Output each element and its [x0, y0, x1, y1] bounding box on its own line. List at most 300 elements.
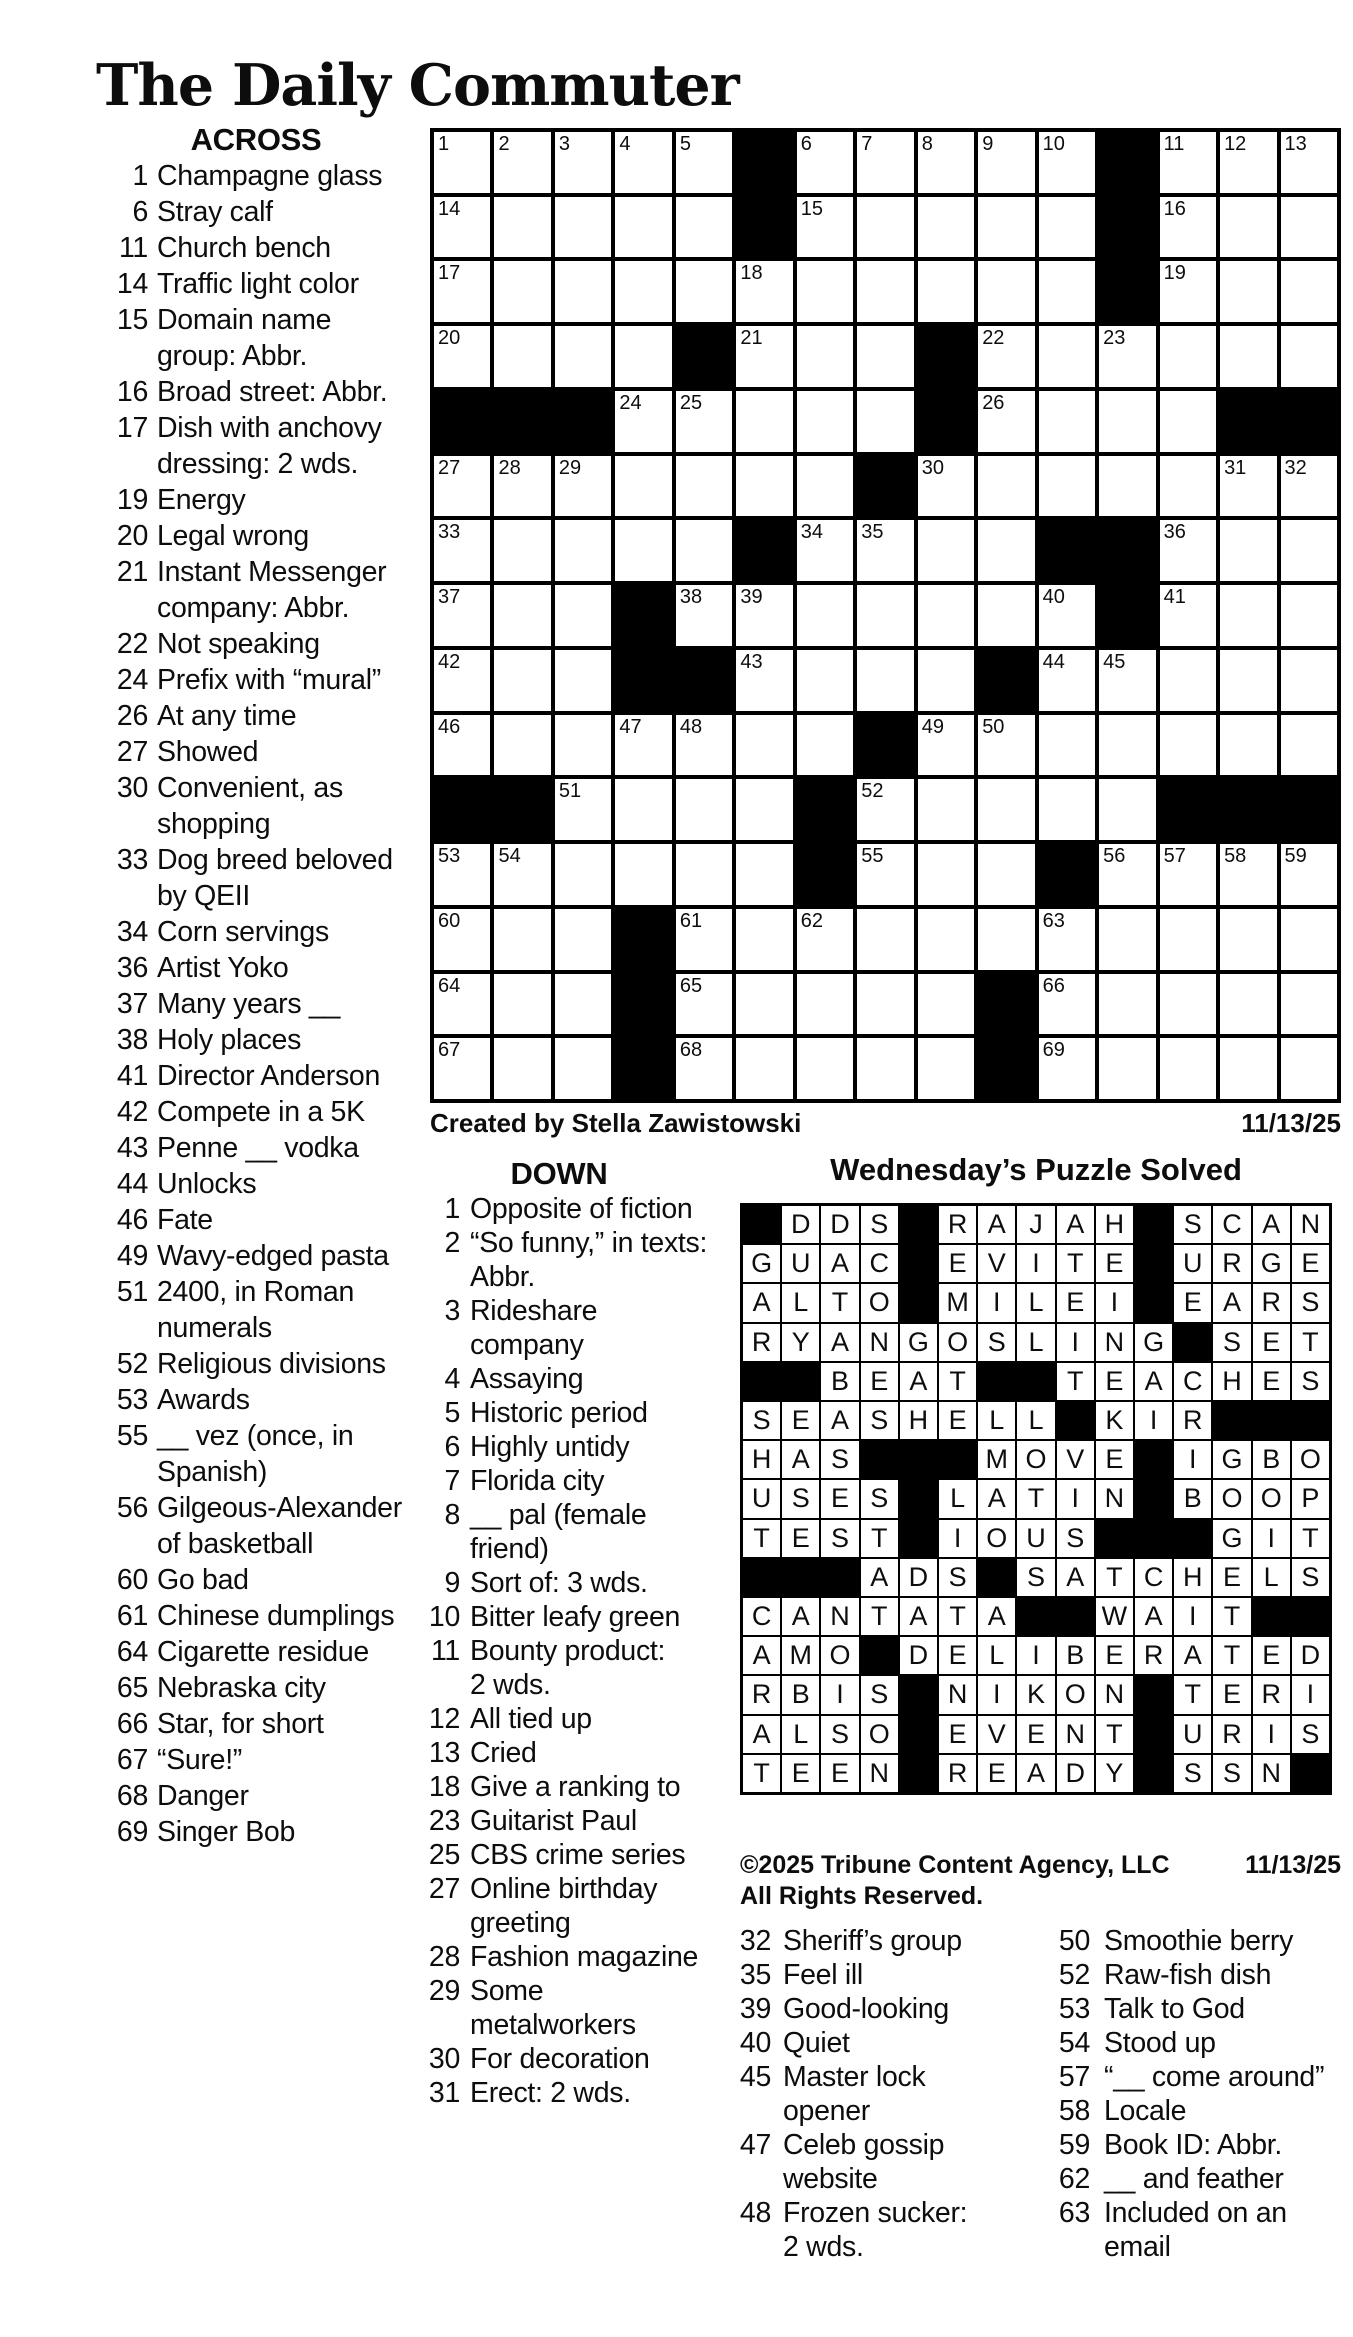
grid-cell-r10-c10[interactable] [978, 715, 1034, 776]
grid-cell-r11-c10[interactable] [978, 779, 1034, 840]
grid-cell-r1-c5[interactable] [676, 132, 732, 193]
solved-cell-r11-c5: A [900, 1598, 937, 1635]
grid-cell-r15-c9[interactable] [918, 1038, 974, 1099]
solved-cell-r1-c2: D [782, 1206, 819, 1243]
grid-cell-r9-c8[interactable] [857, 650, 913, 711]
grid-cell-r6-c10[interactable] [978, 456, 1034, 517]
grid-cell-r10-c11[interactable] [1039, 715, 1095, 776]
solved-cell-r15-c3: E [821, 1755, 858, 1792]
grid-black-cell [918, 391, 974, 452]
grid-cell-r7-c9[interactable] [918, 520, 974, 581]
grid-cell-r12-c6[interactable] [736, 844, 792, 905]
grid-cell-r2-c4[interactable] [615, 197, 671, 258]
clue-down-23 [408, 1804, 710, 1838]
grid-cell-r6-c4[interactable] [615, 456, 671, 517]
grid-cell-r13-c7[interactable] [797, 909, 853, 970]
grid-cell-r1-c7[interactable] [797, 132, 853, 193]
solved-black-cell [1135, 1716, 1172, 1753]
solved-cell-r14-c3: S [821, 1716, 858, 1753]
clue-text: Guitarist Paul [470, 1805, 637, 1837]
grid-cell-r7-c15[interactable] [1281, 520, 1337, 581]
grid-cell-r4-c10[interactable] [978, 326, 1034, 387]
cell-number: 19 [1163, 262, 1186, 285]
grid-cell-r5-c13[interactable] [1160, 391, 1216, 452]
grid-cell-r12-c10[interactable] [978, 844, 1034, 905]
grid-cell-r15-c14[interactable] [1220, 1038, 1276, 1099]
puzzle-grid [430, 128, 1341, 1103]
grid-cell-r9-c11[interactable] [1039, 650, 1095, 711]
grid-cell-r10-c6[interactable] [736, 715, 792, 776]
grid-cell-r9-c6[interactable] [736, 650, 792, 711]
grid-cell-r9-c1[interactable] [434, 650, 490, 711]
solved-black-cell [900, 1676, 937, 1713]
grid-cell-r2-c8[interactable] [857, 197, 913, 258]
down-clue-list [408, 1192, 710, 2110]
solved-cell-r4-c11: G [1135, 1324, 1172, 1361]
grid-cell-r3-c7[interactable] [797, 261, 853, 322]
grid-cell-r2-c2[interactable] [494, 197, 550, 258]
grid-cell-r6-c12[interactable] [1099, 456, 1155, 517]
grid-cell-r5-c11[interactable] [1039, 391, 1095, 452]
grid-black-cell [615, 1038, 671, 1099]
grid-cell-r12-c1[interactable] [434, 844, 490, 905]
grid-cell-r14-c11[interactable] [1039, 974, 1095, 1035]
grid-cell-r15-c1[interactable] [434, 1038, 490, 1099]
grid-cell-r4-c7[interactable] [797, 326, 853, 387]
page-title: The Daily Commuter [96, 52, 739, 120]
grid-cell-r1-c11[interactable] [1039, 132, 1095, 193]
grid-cell-r1-c9[interactable] [918, 132, 974, 193]
grid-cell-r11-c3[interactable] [555, 779, 611, 840]
grid-black-cell [1281, 391, 1337, 452]
grid-cell-r7-c14[interactable] [1220, 520, 1276, 581]
grid-cell-r2-c3[interactable] [555, 197, 611, 258]
grid-cell-r13-c14[interactable] [1220, 909, 1276, 970]
grid-cell-r8-c15[interactable] [1281, 585, 1337, 646]
grid-cell-r15-c3[interactable] [555, 1038, 611, 1099]
clue-across-33 [95, 842, 417, 914]
solved-cell-r5-c14: E [1253, 1363, 1290, 1400]
grid-cell-r4-c13[interactable] [1160, 326, 1216, 387]
grid-cell-r2-c15[interactable] [1281, 197, 1337, 258]
clue-across-21 [95, 554, 417, 626]
grid-cell-r3-c14[interactable] [1220, 261, 1276, 322]
grid-cell-r12-c15[interactable] [1281, 844, 1337, 905]
grid-cell-r13-c11[interactable] [1039, 909, 1095, 970]
clue-across-22 [95, 626, 417, 662]
grid-cell-r8-c1[interactable] [434, 585, 490, 646]
grid-cell-r5-c5[interactable] [676, 391, 732, 452]
grid-cell-r10-c4[interactable] [615, 715, 671, 776]
grid-cell-r14-c13[interactable] [1160, 974, 1216, 1035]
solved-cell-r13-c13: E [1213, 1676, 1250, 1713]
solved-cell-r12-c15: D [1292, 1637, 1329, 1674]
grid-cell-r8-c7[interactable] [797, 585, 853, 646]
solved-cell-r14-c7: V [978, 1716, 1015, 1753]
grid-cell-r11-c5[interactable] [676, 779, 732, 840]
grid-cell-r3-c5[interactable] [676, 261, 732, 322]
grid-cell-r12-c8[interactable] [857, 844, 913, 905]
grid-cell-r1-c15[interactable] [1281, 132, 1337, 193]
grid-cell-r11-c8[interactable] [857, 779, 913, 840]
grid-cell-r15-c12[interactable] [1099, 1038, 1155, 1099]
clue-text: Master lock opener [783, 2061, 926, 2127]
clue-across-19 [95, 482, 417, 518]
grid-cell-r13-c5[interactable] [676, 909, 732, 970]
grid-cell-r9-c3[interactable] [555, 650, 611, 711]
clue-number: 43 [116, 1132, 148, 1164]
grid-cell-r12-c13[interactable] [1160, 844, 1216, 905]
grid-cell-r3-c9[interactable] [918, 261, 974, 322]
grid-cell-r1-c14[interactable] [1220, 132, 1276, 193]
cell-number: 63 [1042, 909, 1065, 932]
grid-cell-r4-c15[interactable] [1281, 326, 1337, 387]
solved-cell-r12-c1: A [743, 1637, 780, 1674]
solved-cell-r12-c13: T [1213, 1637, 1250, 1674]
grid-cell-r1-c13[interactable] [1160, 132, 1216, 193]
grid-cell-r1-c3[interactable] [555, 132, 611, 193]
grid-cell-r9-c2[interactable] [494, 650, 550, 711]
clue-number: 10 [428, 1601, 460, 1633]
grid-cell-r13-c6[interactable] [736, 909, 792, 970]
clue-text: Energy [157, 484, 246, 516]
grid-cell-r4-c11[interactable] [1039, 326, 1095, 387]
grid-cell-r7-c4[interactable] [615, 520, 671, 581]
grid-cell-r11-c11[interactable] [1039, 779, 1095, 840]
grid-cell-r8-c5[interactable] [676, 585, 732, 646]
grid-cell-r8-c11[interactable] [1039, 585, 1095, 646]
clue-number: 3 [444, 1295, 460, 1327]
grid-cell-r13-c3[interactable] [555, 909, 611, 970]
grid-cell-r14-c2[interactable] [494, 974, 550, 1035]
grid-cell-r8-c8[interactable] [857, 585, 913, 646]
grid-cell-r4-c1[interactable] [434, 326, 490, 387]
grid-cell-r4-c14[interactable] [1220, 326, 1276, 387]
grid-cell-r2-c1[interactable] [434, 197, 490, 258]
grid-cell-r14-c7[interactable] [797, 974, 853, 1035]
grid-cell-r15-c15[interactable] [1281, 1038, 1337, 1099]
grid-cell-r10-c12[interactable] [1099, 715, 1155, 776]
grid-cell-r1-c2[interactable] [494, 132, 550, 193]
clue-down-28 [408, 1940, 710, 1974]
grid-cell-r9-c7[interactable] [797, 650, 853, 711]
grid-cell-r3-c4[interactable] [615, 261, 671, 322]
grid-cell-r14-c14[interactable] [1220, 974, 1276, 1035]
grid-cell-r10-c14[interactable] [1220, 715, 1276, 776]
grid-cell-r10-c7[interactable] [797, 715, 853, 776]
grid-cell-r8-c9[interactable] [918, 585, 974, 646]
grid-cell-r3-c11[interactable] [1039, 261, 1095, 322]
grid-cell-r2-c10[interactable] [978, 197, 1034, 258]
cell-number: 15 [800, 197, 824, 220]
grid-cell-r14-c5[interactable] [676, 974, 732, 1035]
grid-cell-r8-c3[interactable] [555, 585, 611, 646]
solved-cell-r9-c4: T [861, 1520, 898, 1557]
grid-cell-r2-c9[interactable] [918, 197, 974, 258]
solved-cell-r12-c12: A [1174, 1637, 1211, 1674]
cell-number: 58 [1224, 845, 1247, 868]
solved-cell-r2-c13: R [1213, 1245, 1250, 1282]
grid-cell-r8-c10[interactable] [978, 585, 1034, 646]
grid-cell-r4-c3[interactable] [555, 326, 611, 387]
grid-cell-r9-c9[interactable] [918, 650, 974, 711]
grid-cell-r13-c13[interactable] [1160, 909, 1216, 970]
grid-cell-r6-c9[interactable] [918, 456, 974, 517]
clue-number: 21 [116, 556, 148, 588]
grid-cell-r14-c9[interactable] [918, 974, 974, 1035]
grid-cell-r1-c10[interactable] [978, 132, 1034, 193]
solved-puzzle-date: 11/13/25 [1245, 1851, 1341, 1879]
grid-cell-r12-c9[interactable] [918, 844, 974, 905]
solved-cell-r2-c12: U [1174, 1245, 1211, 1282]
grid-cell-r10-c15[interactable] [1281, 715, 1337, 776]
grid-cell-r4-c2[interactable] [494, 326, 550, 387]
grid-cell-r7-c7[interactable] [797, 520, 853, 581]
grid-cell-r2-c14[interactable] [1220, 197, 1276, 258]
cell-number: 21 [740, 327, 763, 350]
solved-cell-r12-c10: E [1096, 1637, 1133, 1674]
grid-cell-r14-c3[interactable] [555, 974, 611, 1035]
clue-number: 4 [444, 1363, 460, 1395]
clue-text: Penne __ vodka [157, 1132, 359, 1164]
grid-cell-r2-c7[interactable] [797, 197, 853, 258]
grid-cell-r15-c8[interactable] [857, 1038, 913, 1099]
clue-text: Many years __ [157, 988, 341, 1020]
solved-cell-r15-c1: T [743, 1755, 780, 1792]
solved-cell-r3-c1: A [743, 1284, 780, 1321]
grid-cell-r13-c9[interactable] [918, 909, 974, 970]
clue-down-10 [408, 1600, 710, 1634]
cell-number: 39 [740, 586, 763, 609]
grid-cell-r14-c12[interactable] [1099, 974, 1155, 1035]
solved-black-cell [978, 1559, 1015, 1596]
grid-cell-r8-c13[interactable] [1160, 585, 1216, 646]
solved-cell-r15-c7: E [978, 1755, 1015, 1792]
grid-cell-r9-c12[interactable] [1099, 650, 1155, 711]
grid-cell-r10-c1[interactable] [434, 715, 490, 776]
grid-cell-r6-c11[interactable] [1039, 456, 1095, 517]
grid-cell-r4-c4[interactable] [615, 326, 671, 387]
grid-cell-r12-c2[interactable] [494, 844, 550, 905]
grid-cell-r8-c6[interactable] [736, 585, 792, 646]
clue-text: Artist Yoko [157, 952, 289, 984]
grid-black-cell [676, 650, 732, 711]
grid-cell-r6-c3[interactable] [555, 456, 611, 517]
grid-cell-r3-c10[interactable] [978, 261, 1034, 322]
grid-cell-r5-c4[interactable] [615, 391, 671, 452]
grid-cell-r9-c13[interactable] [1160, 650, 1216, 711]
solved-cell-r6-c10: K [1096, 1402, 1133, 1439]
grid-cell-r4-c8[interactable] [857, 326, 913, 387]
grid-cell-r13-c15[interactable] [1281, 909, 1337, 970]
clue-down-4 [408, 1362, 710, 1396]
clue-text: Online birthday greeting [470, 1873, 658, 1939]
solved-black-cell [900, 1520, 937, 1557]
grid-cell-r6-c13[interactable] [1160, 456, 1216, 517]
grid-cell-r2-c5[interactable] [676, 197, 732, 258]
grid-cell-r6-c1[interactable] [434, 456, 490, 517]
grid-cell-r6-c14[interactable] [1220, 456, 1276, 517]
solved-cell-r5-c9: T [1057, 1363, 1094, 1400]
grid-cell-r9-c15[interactable] [1281, 650, 1337, 711]
grid-cell-r4-c12[interactable] [1099, 326, 1155, 387]
grid-cell-r7-c10[interactable] [978, 520, 1034, 581]
grid-cell-r5-c12[interactable] [1099, 391, 1155, 452]
clue-number: 11 [119, 232, 148, 264]
clue-number: 55 [116, 1420, 148, 1452]
clue-number: 15 [116, 304, 148, 336]
clue-across-67 [95, 1742, 417, 1778]
solved-black-cell [1292, 1755, 1329, 1792]
grid-cell-r15-c13[interactable] [1160, 1038, 1216, 1099]
grid-black-cell [434, 391, 490, 452]
grid-cell-r1-c4[interactable] [615, 132, 671, 193]
clue-number: 8 [444, 1499, 460, 1531]
grid-cell-r11-c6[interactable] [736, 779, 792, 840]
clue-number: 52 [116, 1348, 148, 1380]
cell-number: 35 [861, 521, 884, 544]
solved-cell-r4-c15: T [1292, 1324, 1329, 1361]
grid-cell-r11-c4[interactable] [615, 779, 671, 840]
grid-cell-r12-c12[interactable] [1099, 844, 1155, 905]
grid-cell-r14-c6[interactable] [736, 974, 792, 1035]
solved-cell-r15-c4: N [861, 1755, 898, 1792]
grid-cell-r6-c15[interactable] [1281, 456, 1337, 517]
grid-cell-r14-c8[interactable] [857, 974, 913, 1035]
grid-cell-r13-c8[interactable] [857, 909, 913, 970]
clue-text: Traffic light color [157, 268, 359, 300]
grid-cell-r10-c9[interactable] [918, 715, 974, 776]
solved-black-cell [1096, 1520, 1133, 1557]
clue-across-44 [95, 1166, 417, 1202]
grid-cell-r3-c8[interactable] [857, 261, 913, 322]
grid-cell-r10-c13[interactable] [1160, 715, 1216, 776]
solved-black-cell [782, 1559, 819, 1596]
grid-cell-r15-c7[interactable] [797, 1038, 853, 1099]
grid-cell-r6-c7[interactable] [797, 456, 853, 517]
grid-cell-r3-c2[interactable] [494, 261, 550, 322]
grid-cell-r1-c8[interactable] [857, 132, 913, 193]
clue-number: 31 [428, 2077, 460, 2109]
grid-cell-r4-c6[interactable] [736, 326, 792, 387]
grid-cell-r2-c11[interactable] [1039, 197, 1095, 258]
clue-across-6 [95, 194, 417, 230]
grid-cell-r3-c15[interactable] [1281, 261, 1337, 322]
grid-cell-r5-c6[interactable] [736, 391, 792, 452]
solved-black-cell [1135, 1284, 1172, 1321]
clue-text: 2400, in Roman numerals [157, 1276, 355, 1344]
clue-number: 49 [116, 1240, 148, 1272]
grid-cell-r2-c13[interactable] [1160, 197, 1216, 258]
clue-text: Go bad [157, 1564, 249, 1596]
grid-cell-r11-c12[interactable] [1099, 779, 1155, 840]
cell-number: 32 [1284, 456, 1307, 479]
grid-cell-r8-c14[interactable] [1220, 585, 1276, 646]
grid-cell-r7-c3[interactable] [555, 520, 611, 581]
solved-cell-r1-c10: H [1096, 1206, 1133, 1243]
grid-cell-r3-c13[interactable] [1160, 261, 1216, 322]
clue-down-8 [408, 1498, 710, 1566]
grid-cell-r1-c1[interactable] [434, 132, 490, 193]
solved-cell-r11-c7: A [978, 1598, 1015, 1635]
grid-cell-r10-c5[interactable] [676, 715, 732, 776]
clue-number: 62 [1058, 2163, 1090, 2195]
grid-cell-r5-c7[interactable] [797, 391, 853, 452]
clue-down-63 [1040, 2196, 1345, 2264]
clue-text: __ and feather [1104, 2163, 1284, 2195]
grid-cell-r5-c8[interactable] [857, 391, 913, 452]
grid-cell-r6-c6[interactable] [736, 456, 792, 517]
grid-cell-r11-c9[interactable] [918, 779, 974, 840]
grid-cell-r15-c2[interactable] [494, 1038, 550, 1099]
cell-number: 13 [1284, 133, 1307, 155]
grid-cell-r13-c2[interactable] [494, 909, 550, 970]
clue-text: Erect: 2 wds. [470, 2077, 631, 2109]
grid-cell-r12-c5[interactable] [676, 844, 732, 905]
grid-cell-r13-c1[interactable] [434, 909, 490, 970]
solved-cell-r10-c4: A [861, 1559, 898, 1596]
grid-cell-r6-c2[interactable] [494, 456, 550, 517]
grid-cell-r10-c3[interactable] [555, 715, 611, 776]
grid-cell-r7-c1[interactable] [434, 520, 490, 581]
solved-cell-r3-c13: A [1213, 1284, 1250, 1321]
clue-down-1 [408, 1192, 710, 1226]
grid-cell-r12-c3[interactable] [555, 844, 611, 905]
solved-black-cell [743, 1559, 780, 1596]
cell-number: 47 [619, 715, 642, 738]
grid-cell-r3-c6[interactable] [736, 261, 792, 322]
grid-cell-r7-c8[interactable] [857, 520, 913, 581]
grid-cell-r13-c10[interactable] [978, 909, 1034, 970]
grid-cell-r12-c4[interactable] [615, 844, 671, 905]
grid-cell-r14-c1[interactable] [434, 974, 490, 1035]
grid-cell-r3-c3[interactable] [555, 261, 611, 322]
solved-black-cell [900, 1206, 937, 1243]
cell-number: 5 [679, 133, 691, 155]
grid-cell-r14-c15[interactable] [1281, 974, 1337, 1035]
clue-across-42 [95, 1094, 417, 1130]
clue-text: Broad street: Abbr. [157, 376, 388, 408]
grid-cell-r15-c11[interactable] [1039, 1038, 1095, 1099]
grid-cell-r7-c13[interactable] [1160, 520, 1216, 581]
solved-cell-r5-c3: B [821, 1363, 858, 1400]
solved-cell-r3-c12: E [1174, 1284, 1211, 1321]
grid-cell-r15-c5[interactable] [676, 1038, 732, 1099]
solved-cell-r10-c12: H [1174, 1559, 1211, 1596]
grid-cell-r13-c12[interactable] [1099, 909, 1155, 970]
cell-number: 45 [1103, 650, 1126, 673]
grid-cell-r9-c14[interactable] [1220, 650, 1276, 711]
clue-text: Church bench [157, 232, 331, 264]
grid-cell-r7-c5[interactable] [676, 520, 732, 581]
clue-text: Compete in a 5K [157, 1096, 365, 1128]
grid-cell-r5-c10[interactable] [978, 391, 1034, 452]
grid-cell-r8-c2[interactable] [494, 585, 550, 646]
grid-cell-r3-c1[interactable] [434, 261, 490, 322]
grid-cell-r6-c5[interactable] [676, 456, 732, 517]
grid-cell-r10-c2[interactable] [494, 715, 550, 776]
cell-number: 60 [438, 909, 461, 932]
solved-cell-r9-c2: E [782, 1520, 819, 1557]
grid-cell-r12-c14[interactable] [1220, 844, 1276, 905]
grid-cell-r7-c2[interactable] [494, 520, 550, 581]
clue-number: 2 [444, 1227, 460, 1259]
solved-cell-r2-c8: I [1017, 1245, 1054, 1282]
clue-across-66 [95, 1706, 417, 1742]
solved-cell-r9-c7: O [978, 1520, 1015, 1557]
cell-number: 14 [438, 197, 461, 220]
grid-cell-r15-c6[interactable] [736, 1038, 792, 1099]
